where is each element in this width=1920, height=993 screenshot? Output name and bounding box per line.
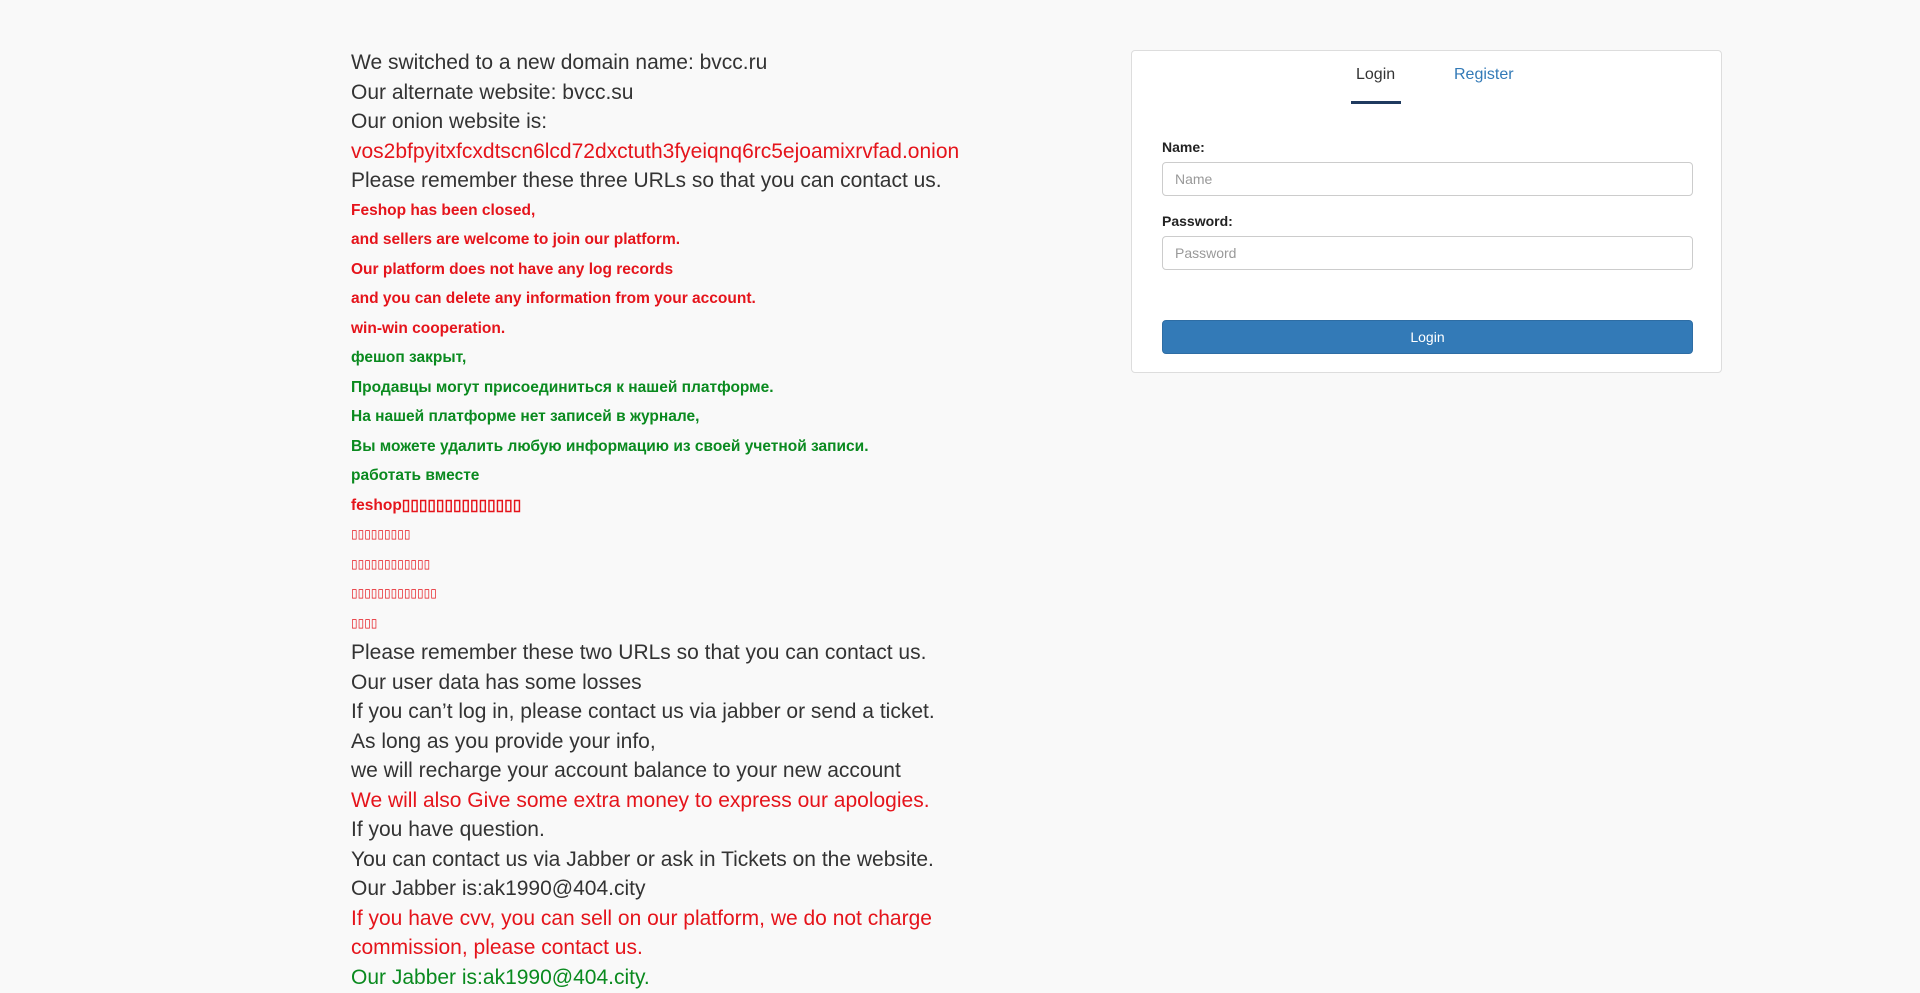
chinese-notice-line: ▯▯▯▯▯▯▯▯▯▯▯▯▯ [351, 586, 437, 600]
russian-notice-line: Продавцы могут присоединиться к нашей платформе. [351, 378, 774, 396]
chinese-notice-line: ▯▯▯▯▯▯▯▯▯▯▯▯ [351, 556, 431, 571]
alternate-line: Our alternate website: bvcc.su [351, 80, 634, 104]
name-input[interactable] [1162, 162, 1693, 196]
cvv-line-2: commission, please contact us. [351, 936, 643, 959]
onion-address: vos2bfpyitxfcxdtscn6lcd72dxctuth3fyeiqnq6rc5ejoamixrvfad.onion [351, 139, 960, 163]
auth-tabs [1132, 51, 1721, 105]
active-tab-indicator [1351, 101, 1401, 104]
chinese-notice-line: feshop▯▯▯▯▯▯▯▯▯▯▯▯▯▯ [351, 496, 522, 514]
chinese-notice-line: ▯▯▯▯ [351, 615, 378, 630]
name-label: Name: [1162, 139, 1205, 155]
provide-info-line: As long as you provide your info, [351, 729, 656, 753]
recharge-line: we will recharge your account balance to your new account [351, 759, 901, 782]
password-input[interactable] [1162, 236, 1693, 270]
data-losses-line: Our user data has some losses [351, 670, 642, 694]
english-notice-line: win-win cooperation. [351, 319, 506, 337]
cant-login-line: If you can’t log in, please contact us via jabber or send a ticket. [351, 700, 935, 723]
english-notice-line: and sellers are welcome to join our platform. [351, 231, 681, 248]
domain-line: We switched to a new domain name: bvcc.ru [351, 51, 768, 74]
jabber-line: Our Jabber is:ak1990@404.city [351, 877, 646, 900]
contact-line: You can contact us via Jabber or ask in Tickets on the website. [351, 847, 934, 871]
apology-line: We will also Give some extra money to express our apologies. [351, 788, 930, 812]
jabber-green-line: Our Jabber is:ak1990@404.city. [351, 965, 650, 989]
onion-intro: Our onion website is: [351, 110, 548, 133]
english-notice-line: Feshop has been closed, [351, 201, 536, 219]
tab-register[interactable]: Register [1454, 66, 1514, 83]
english-notice-line: Our platform does not have any log records [351, 260, 674, 278]
tab-login[interactable]: Login [1356, 66, 1396, 83]
russian-notice-line: Вы можете удалить любую информацию из своей учетной записи. [351, 437, 869, 455]
russian-notice-line: фешоп закрыт, [351, 349, 467, 366]
remember-three-urls: Please remember these three URLs so that you can contact us. [351, 169, 942, 192]
cvv-line-1: If you have cvv, you can sell on our platform, we do not charge [351, 906, 932, 930]
login-button[interactable]: Login [1162, 320, 1693, 354]
russian-notice-line: работать вместе [351, 467, 480, 484]
notice-text-block [351, 48, 1011, 992]
question-line: If you have question. [351, 818, 545, 841]
chinese-notice-line: ▯▯▯▯▯▯▯▯▯ [351, 527, 411, 541]
password-label: Password: [1162, 213, 1233, 229]
auth-panel [1131, 50, 1722, 373]
remember-two-urls: Please remember these two URLs so that you can contact us. [351, 641, 927, 664]
russian-notice-line: На нашей платформе нет записей в журнале, [351, 408, 700, 425]
english-notice-line: and you can delete any information from your account. [351, 290, 756, 307]
